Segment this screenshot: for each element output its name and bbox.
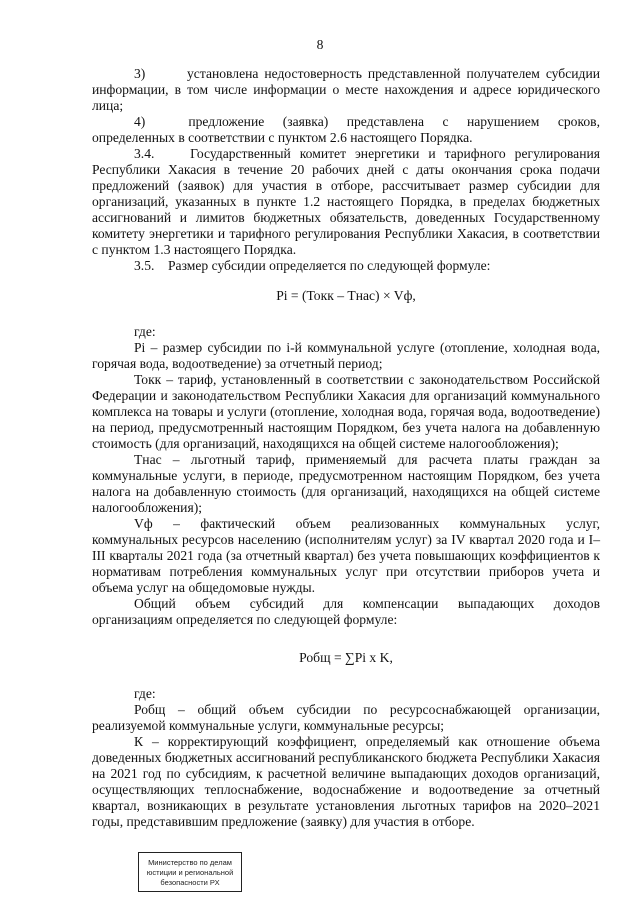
definition-vf: Vф – фактический объем реализованных коммунальных услуг, коммунальных ресурсов населению (исполнителям услуг) за IV квартал 2020 года и I–III кварталы 2021 года (за отчетный квартал) без учета повышающих коэффициентов к нормативам потребления коммунальных услуг при отсутствии приборов учета и объема услуг на общедомовые нужды. [92,516,600,595]
page-number: 8 [316,37,324,52]
document-body [92,66,600,830]
definition-pi: Pi – размер субсидии по i-й коммунальной услуге (отопление, холодная вода, горячая вода, водоотведение) за отчетный период; [92,340,600,371]
ministry-stamp [138,852,242,892]
stamp-line: юстиции и региональной [146,868,234,877]
definition-robsh: Робщ – общий объем субсидии по ресурсоснабжающей организации, реализуемой коммунальные услуги, коммунальные ресурсы; [92,702,600,733]
definition-tnas: Тнас – льготный тариф, применяемый для расчета платы граждан за коммунальные услуги, в периоде, предусмотренном настоящим Порядком, без учета налога на добавленную стоимость (для организаций, находящихся на общей системе налогообложения); [92,452,600,515]
definition-tokk: Токк – тариф, установленный в соответствии с законодательством Российской Федерации и законодательством Республики Хакасия для организаций коммунального комплекса на товары и услуги (отопление, холодная вода, горячая вода, водоотведение) на период, предусмотренный настоящим Порядком, без учета налога на добавленную стоимость (для организаций, находящихся на общей системе налогообложения); [92,372,600,451]
stamp-line: Министерство по делам [148,858,232,867]
paragraph-3-5: 3.5. Размер субсидии определяется по следующей формуле: [134,258,491,273]
paragraph-total-volume: Общий объем субсидий для компенсации выпадающих доходов организациям определяется по следующей формуле: [92,596,600,627]
stamp-line: безопасности РХ [160,878,220,887]
definition-k: К – корректирующий коэффициент, определяемый как отношение объема доведенных бюджетных ассигнований республиканского бюджета Республики Хакасия на 2021 год по субсидиям, к расчетной величине выпадающих доходов организаций, осуществляющих теплоснабжение, водоснабжение и водоотведение за отчетный квартал, возникающих в результате установления льготных тарифов на 2020–2021 годы, представившим предложение (заявку) для участия в отборе. [92,734,600,829]
paragraph-item-4: 4) предложение (заявка) представлена с нарушением сроков, определенных в соответствии с пунктом 2.6 настоящего Порядка. [92,114,600,145]
formula-pi: Pi = (Токк – Тнас) × Vф, [276,288,416,303]
where-label: где: [134,324,156,339]
where-label-2: где: [134,686,156,701]
paragraph-3-4: 3.4. Государственный комитет энергетики и тарифного регулирования Республики Хакасия в течение 20 рабочих дней с даты окончания срока подачи предложений (заявок) для участия в отборе, рассчитывает размер субсидии для организаций, указанных в пункте 1.2 настоящего Порядка, в пределах бюджетных ассигнований и лимитов бюджетных обязательств, доведенных Государственному комитету энергетики и тарифного регулирования Республики Хакасия, в соответствии с пунктом 1.3 настоящего Порядка. [92,146,600,257]
formula-robsh: Робщ = ∑Pi x K, [299,650,393,665]
paragraph-item-3: 3) установлена недостоверность представленной получателем субсидии информации, в том числе информации о месте нахождения и адресе юридического лица; [92,66,600,113]
